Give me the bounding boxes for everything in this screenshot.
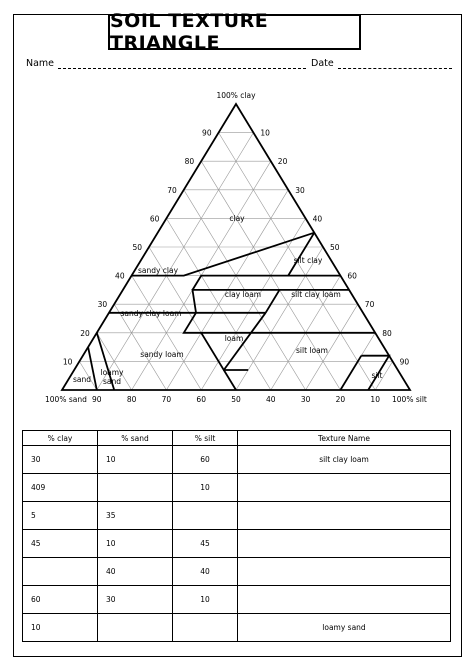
left-tick-label: 50 (132, 243, 142, 252)
region-loam: loam (224, 334, 244, 343)
right-tick-label: 70 (364, 300, 375, 310)
right-tick-label: 90 (399, 357, 410, 367)
grid-line (236, 247, 323, 390)
header-silt: % silt (173, 431, 238, 446)
table-row (23, 586, 451, 614)
cell-silt[interactable]: 40 (173, 558, 238, 586)
right-tick-label: 50 (330, 243, 340, 252)
cell-sand[interactable]: 10 (98, 446, 173, 474)
cell-sand[interactable]: 10 (98, 530, 173, 558)
region-silt: silt (371, 371, 383, 380)
bottom-tick-label: 50 (231, 395, 241, 404)
bottom-tick-label: 20 (335, 395, 346, 404)
cell-texture[interactable]: loamy sand (238, 614, 451, 642)
cell-sand[interactable] (98, 614, 173, 642)
cell-texture[interactable] (238, 474, 451, 502)
texture-boundary (340, 356, 361, 390)
table-header-row (23, 431, 451, 446)
table-body (23, 446, 451, 642)
right-tick-label: 60 (347, 271, 357, 281)
cell-clay[interactable]: 45 (23, 530, 98, 558)
cell-silt[interactable]: 10 (173, 474, 238, 502)
date-label: Date (311, 58, 334, 69)
cell-silt[interactable]: 10 (173, 586, 238, 614)
region-sand: sand (72, 375, 92, 384)
table-row (23, 614, 451, 642)
cell-texture[interactable] (238, 586, 451, 614)
cell-silt[interactable]: 45 (173, 530, 238, 558)
corner-top-label: 100% clay (216, 91, 256, 100)
cell-sand[interactable]: 30 (98, 586, 173, 614)
header-texture: Texture Name (238, 431, 451, 446)
bottom-tick-label: 70 (161, 395, 172, 404)
left-tick-label: 90 (202, 128, 212, 138)
right-axis-ticks (260, 129, 409, 367)
bottom-axis-ticks (92, 395, 380, 404)
cell-sand[interactable]: 35 (98, 502, 173, 530)
region-silt-clay: silt clay (293, 256, 323, 265)
left-tick-label: 70 (167, 185, 177, 195)
left-tick-label: 30 (97, 300, 108, 310)
cell-texture[interactable] (238, 502, 451, 530)
bottom-tick-label: 40 (266, 395, 276, 404)
cell-clay[interactable]: 30 (23, 446, 98, 474)
cell-silt[interactable]: 60 (173, 446, 238, 474)
region-silt-clay-loam: silt clay loam (291, 290, 341, 299)
left-axis-ticks (63, 129, 212, 367)
left-tick-label: 40 (115, 271, 125, 281)
cell-clay[interactable] (23, 558, 98, 586)
left-tick-label: 60 (149, 214, 160, 224)
cell-silt[interactable] (173, 502, 238, 530)
table-row (23, 530, 451, 558)
bottom-tick-label: 80 (126, 395, 137, 404)
cell-texture[interactable] (238, 558, 451, 586)
bottom-tick-label: 30 (300, 395, 311, 404)
cell-clay[interactable]: 5 (23, 502, 98, 530)
cell-clay[interactable]: 60 (23, 586, 98, 614)
cell-texture[interactable] (238, 530, 451, 558)
region-silt-loam: silt loam (296, 346, 328, 355)
region-sandy-clay-loam: sandy clay loam (120, 309, 182, 318)
loamy-sand-line1: loamy (100, 368, 124, 377)
right-tick-label: 10 (260, 128, 270, 138)
bottom-tick-label: 90 (92, 395, 102, 404)
cell-silt[interactable] (173, 614, 238, 642)
corner-left-label: 100% sand (45, 395, 87, 404)
name-label: Name (26, 58, 55, 69)
answer-table (22, 430, 451, 642)
region-labels (73, 214, 383, 386)
left-tick-label: 10 (62, 357, 73, 367)
bottom-tick-label: 60 (196, 395, 206, 404)
table-row (23, 558, 451, 586)
cell-clay[interactable]: 409 (23, 474, 98, 502)
left-tick-label: 80 (184, 157, 195, 167)
right-tick-label: 40 (312, 214, 323, 224)
right-tick-label: 30 (295, 185, 305, 195)
region-clay: clay (229, 214, 245, 223)
header-sand: % sand (98, 431, 173, 446)
right-tick-label: 80 (382, 328, 392, 338)
left-tick-label: 20 (80, 328, 90, 338)
table-row (23, 446, 451, 474)
region-clay-loam: clay loam (224, 290, 262, 299)
loamy-sand-line2: sand (102, 377, 122, 386)
cell-sand[interactable] (98, 474, 173, 502)
bottom-tick-label: 10 (370, 395, 380, 404)
table-row (23, 474, 451, 502)
corner-right-label: 100% silt (392, 395, 427, 404)
region-loamy-sand (100, 368, 124, 386)
title-text: SOIL TEXTURE TRIANGLE (110, 10, 269, 54)
cell-texture[interactable]: silt clay loam (238, 446, 451, 474)
cell-sand[interactable]: 40 (98, 558, 173, 586)
cell-clay[interactable]: 10 (23, 614, 98, 642)
right-tick-label: 20 (277, 157, 288, 167)
header-clay: % clay (23, 431, 98, 446)
table-row (23, 502, 451, 530)
region-sandy-clay: sandy clay (137, 266, 179, 275)
texture-boundary (224, 370, 236, 390)
region-sandy-loam: sandy loam (140, 350, 184, 359)
triangle-grid (79, 133, 392, 390)
